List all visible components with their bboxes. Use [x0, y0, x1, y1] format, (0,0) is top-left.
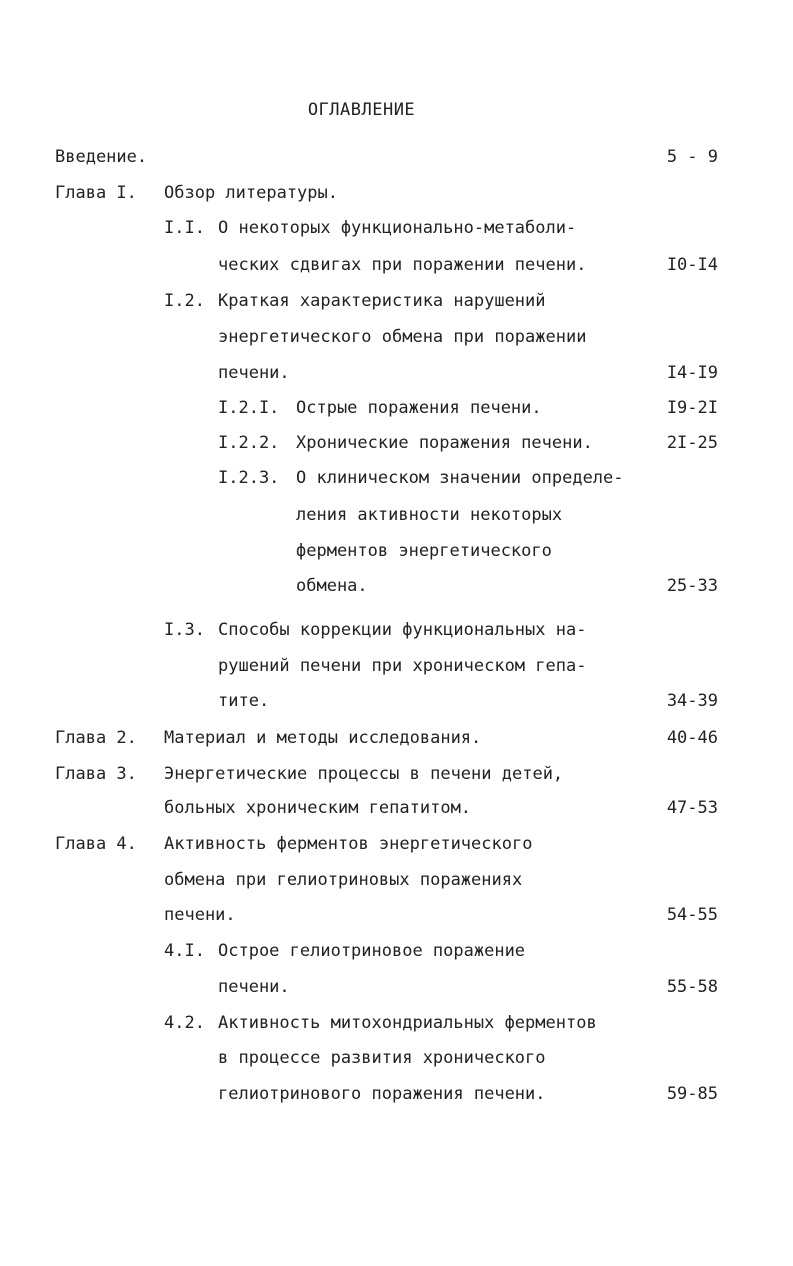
- toc-label-4-2: 4.2.: [164, 1013, 205, 1033]
- toc-text-chapter-4-line2: обмена при гелиотриновых поражениях: [164, 870, 523, 890]
- toc-text-chapter-2: Материал и методы исследования.: [164, 728, 482, 748]
- toc-page-1-2-1: I9-2I: [666, 398, 718, 418]
- toc-text-1-2-2: Хронические поражения печени.: [296, 433, 593, 453]
- toc-text-1-2-3-line3: ферментов энергетического: [296, 541, 552, 561]
- toc-page-1-2-3: 25-33: [666, 576, 718, 596]
- toc-text-4-1-line1: Острое гелиотриновое поражение: [218, 941, 526, 961]
- toc-text-1-2-1: Острые поражения печени.: [296, 398, 542, 418]
- toc-page-4-1: 55-58: [666, 977, 718, 997]
- toc-text-chapter-3-line1: Энергетические процессы в печени детей,: [164, 764, 564, 784]
- toc-page-1-2-2: 2I-25: [666, 433, 718, 453]
- toc-page-1-3: 34-39: [666, 691, 718, 711]
- toc-text-chapter-4-line3: печени.: [164, 905, 236, 925]
- toc-text-1-3-line3: тите.: [218, 691, 270, 711]
- toc-page-chapter-3: 47-53: [666, 798, 718, 818]
- toc-label-1-2-3: I.2.3.: [218, 468, 280, 488]
- toc-text-1-2-line1: Краткая характеристика нарушений: [218, 291, 546, 311]
- toc-label-1-1: I.I.: [164, 218, 205, 238]
- toc-text-1-1-line1: О некоторых функционально-метаболи-: [218, 218, 577, 238]
- toc-page-chapter-4: 54-55: [666, 905, 718, 925]
- toc-text-4-2-line2: в процессе развития хронического: [218, 1048, 546, 1068]
- toc-label-chapter-3: Глава 3.: [55, 764, 137, 784]
- toc-label-1-2-1: I.2.I.: [218, 398, 280, 418]
- toc-text-1-2-line2: энергетического обмена при поражении: [218, 327, 587, 347]
- toc-label-1-3: I.3.: [164, 620, 205, 640]
- toc-page-1-2: I4-I9: [666, 363, 718, 383]
- toc-text-1-2-3-line1: О клиническом значении определе-: [296, 468, 624, 488]
- toc-text-1-2-line3: печени.: [218, 363, 290, 383]
- toc-text-4-2-line1: Активность митохондриальных ферментов: [218, 1013, 597, 1033]
- toc-text-chapter-1: Обзор литературы.: [164, 183, 338, 203]
- toc-page-intro: 5 - 9: [666, 147, 718, 167]
- toc-text-1-3-line2: рушений печени при хроническом гепа-: [218, 656, 587, 676]
- toc-text-1-2-3-line2: ления активности некоторых: [296, 505, 563, 525]
- toc-text-4-2-line3: гелиотринового поражения печени.: [218, 1084, 546, 1104]
- toc-text-1-3-line1: Способы коррекции функциональных на-: [218, 620, 587, 640]
- toc-text-chapter-3-line2: больных хроническим гепатитом.: [164, 798, 472, 818]
- toc-text-1-2-3-line4: обмена.: [296, 576, 368, 596]
- toc-label-chapter-4: Глава 4.: [55, 834, 137, 854]
- toc-label-chapter-2: Глава 2.: [55, 728, 137, 748]
- toc-label-intro: Введение.: [55, 147, 148, 167]
- toc-text-4-1-line2: печени.: [218, 977, 290, 997]
- toc-page-chapter-2: 40-46: [666, 728, 718, 748]
- page-title: ОГЛАВЛЕНИЕ: [307, 100, 416, 120]
- toc-page-1-1: I0-I4: [666, 255, 718, 275]
- toc-label-4-1: 4.I.: [164, 941, 205, 961]
- toc-label-1-2: I.2.: [164, 291, 205, 311]
- toc-page-4-2: 59-85: [666, 1084, 718, 1104]
- toc-label-1-2-2: I.2.2.: [218, 433, 280, 453]
- toc-label-chapter-1: Глава I.: [55, 183, 137, 203]
- toc-text-1-1-line2: ческих сдвигах при поражении печени.: [218, 255, 587, 275]
- toc-text-chapter-4-line1: Активность ферментов энергетического: [164, 834, 533, 854]
